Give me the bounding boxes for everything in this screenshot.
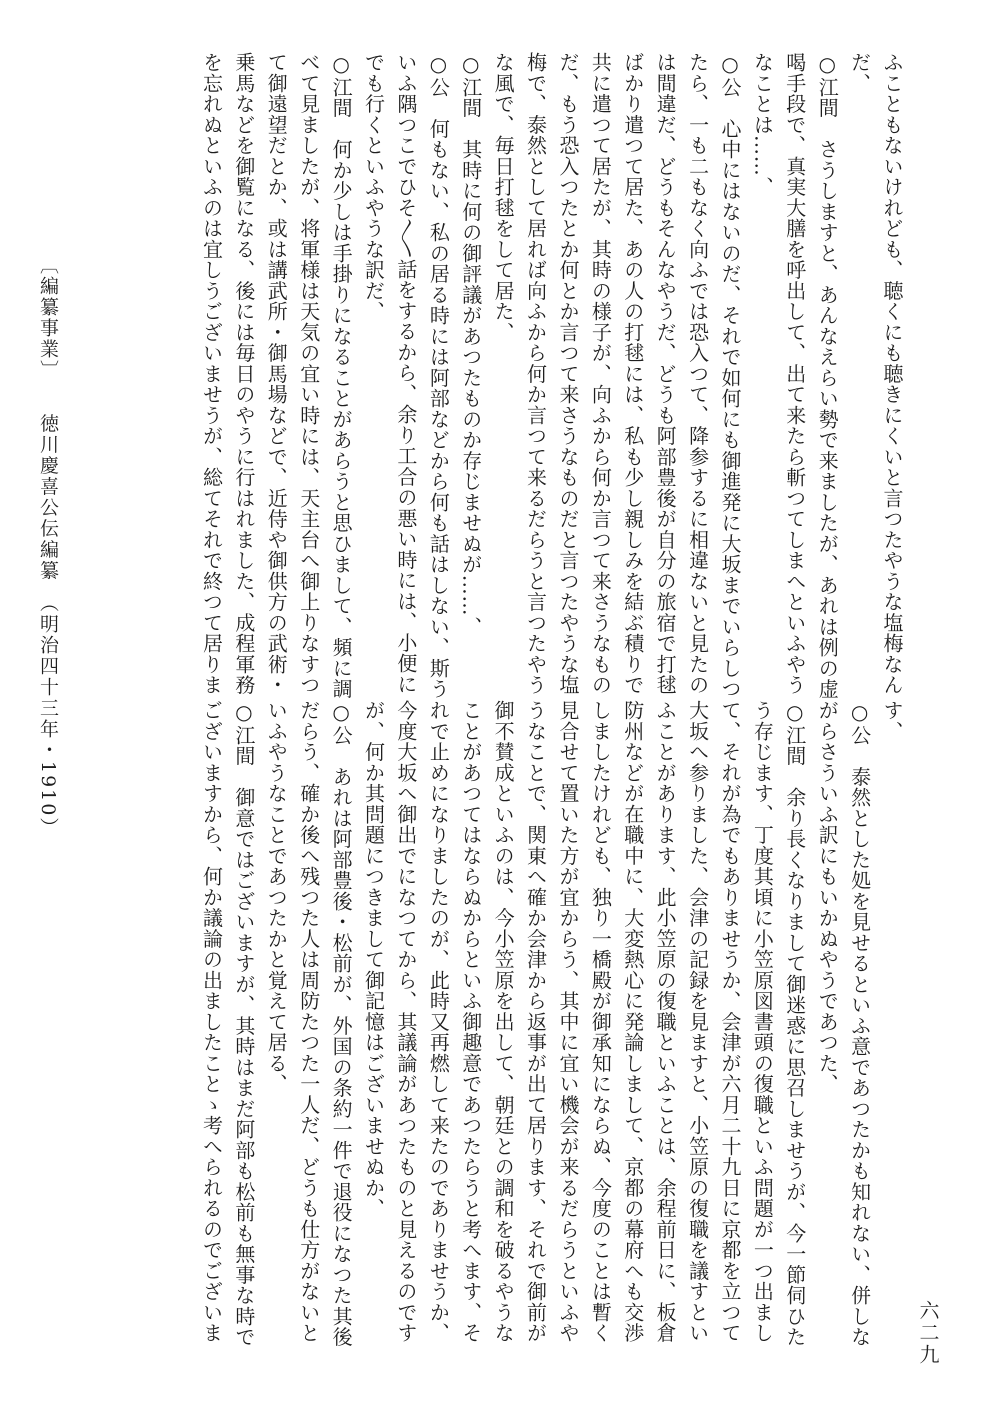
text-line: がらさういふ訳にもいかぬやうであつた、 (815, 700, 840, 1095)
text-line: ○公 何もない、私の居る時には阿部などから何も話はしない、斯う (426, 52, 451, 700)
text-line: いふやうなことであつたかと覚えて居る、 (264, 700, 289, 1095)
text-line: 御不賛成といふのは、今小笠原を出して、朝廷との調和を破るやうな (491, 700, 516, 1344)
text-line: す、 (880, 700, 904, 742)
text-line: 共に遣つて居たが、其時の様子が、向ふから何か言つて来さうなもの (588, 52, 613, 696)
text-line: ○江間 何か少しは手掛りになることがあらうと思ひまして、頻に調 (329, 52, 354, 700)
text-line: て、それが為でもありませうか、会津が六月二十九日に京都を立つて (717, 700, 742, 1344)
text-line: 乗馬などを御覧になる、後には毎日のやうに行はれました、成程軍務 (231, 52, 256, 696)
text-line: ○江間 余り長くなりまして御迷惑に思召しませうが、今一節伺ひた (782, 700, 807, 1348)
text-line: 喝手段で、真実大膳を呼出して、出て来たら斬つてしまへといふやう (782, 52, 807, 696)
text-line: 今度大坂へ御出でになつてから、其議論があつたものと見えるのです (393, 700, 418, 1344)
text-line: て御遠望だとか、或は講武所・御馬場などで、近侍や御供方の武術・ (264, 52, 289, 696)
text-line: うなことで、関東へ確か会津から返事が出て居ります、それで御前が (523, 700, 548, 1344)
text-line: が、何か其問題につきまして御記憶はございませぬか、 (361, 700, 386, 1219)
text-line: れで止めになりましたのが、此時又再燃して来たのでありませうか、 (426, 700, 451, 1344)
text-line: でも行くといふやうな訳だ、 (361, 52, 386, 322)
text-line: ことがあつてはならぬからといふ御趣意であつたらうと考へます、そ (458, 700, 483, 1344)
page-number: 六二九 (916, 1300, 940, 1366)
text-line: う存じます、丁度其頃に小笠原図書頭の復職といふ問題が一つ出まし (750, 700, 775, 1344)
text-line: ○江間 さうしますと、あんなえらい勢で来ましたが、あれは例の虚 (815, 52, 840, 700)
text-line: だ、 (847, 52, 872, 94)
text-line: しましたけれども、独り一橋殿が御承知にならぬ、今度のことは暫く (588, 700, 613, 1344)
book-title: 徳川慶喜公伝編纂 (37, 413, 59, 582)
text-line: べて見ましたが、将軍様は天気の宜い時には、天主台へ御上りなすつ (296, 52, 321, 696)
text-line: は間違だ、どうもそんなやうだ、どうも阿部豊後が自分の旅宿で打毬 (653, 52, 678, 696)
text-line: ○公 心中にはないのだ、それで如何にも御進発に大坂までいらしつ (717, 52, 742, 700)
text-line: を忘れぬといふのは宜しうございませうが、総てそれで終つて居りま (199, 52, 224, 696)
section-label: 〔編纂事業〕 (37, 255, 59, 372)
text-line: ○公 泰然とした処を見せるといふ意であつたかも知れない、併しな (847, 700, 872, 1348)
text-line: ○江間 其時に何の御評議があつたものか存じませぬが……、 (458, 52, 483, 637)
text-line: ○公 あれは阿部豊後・松前が、外国の条約一件で退役になつた其後 (329, 700, 354, 1348)
text-line: ございますから、何か議論の出ましたことゝ考へられるのでございま (199, 700, 224, 1344)
text-line: ばかり遣つて居た、あの人の打毬には、私も少し親しみを結ぶ積りで (620, 52, 645, 696)
footer-gap (37, 372, 59, 414)
text-line: いふ隅つこでひそ〳〵話をするから、余り工合の悪い時には、小便に (393, 52, 418, 695)
text-line: 大坂へ参りました、会津の記録を見ますと、小笠原の復職を議すとい (685, 700, 710, 1344)
text-line: ふこともないけれども、聴くにも聴きにくいと言つたやうな塩梅なん (880, 52, 904, 696)
text-line: だ、もう恐入つたとか何とか言つて来さうなものだと言つたやうな塩 (555, 52, 580, 696)
text-line: だらう、確か後へ残つた人は周防たつた一人だ、どうも仕方がないと (296, 700, 321, 1344)
text-line: たら、一も二もなく向ふでは恐入つて、降参するに相違ないと見たの (685, 52, 710, 696)
text-line: 梅で、泰然として居れば向ふから何か言つて来るだらうと言つたやう (523, 52, 548, 696)
footer-gap (37, 582, 59, 603)
text-line: 見合せて置いた方が宜からう、其中に宜い機会が来るだらうといふや (555, 700, 580, 1344)
upper-text-block (158, 52, 908, 700)
publication-date: （明治四十三年・1910） (37, 602, 59, 839)
text-line: 防州などが在職中に、大変熱心に発論しまして、京都の幕府へも交渉 (620, 700, 645, 1344)
running-footer (35, 255, 62, 838)
lower-text-block (108, 700, 908, 1348)
text-line: な風で、毎日打毬をして居た、 (491, 52, 516, 343)
text-line: なことは……、 (750, 52, 775, 198)
text-line: ふことがあります、此小笠原の復職といふことは、余程前日に、板倉 (653, 700, 678, 1344)
text-line: ○江間 御意ではございますが、其時はまだ阿部も松前も無事な時で (231, 700, 256, 1348)
